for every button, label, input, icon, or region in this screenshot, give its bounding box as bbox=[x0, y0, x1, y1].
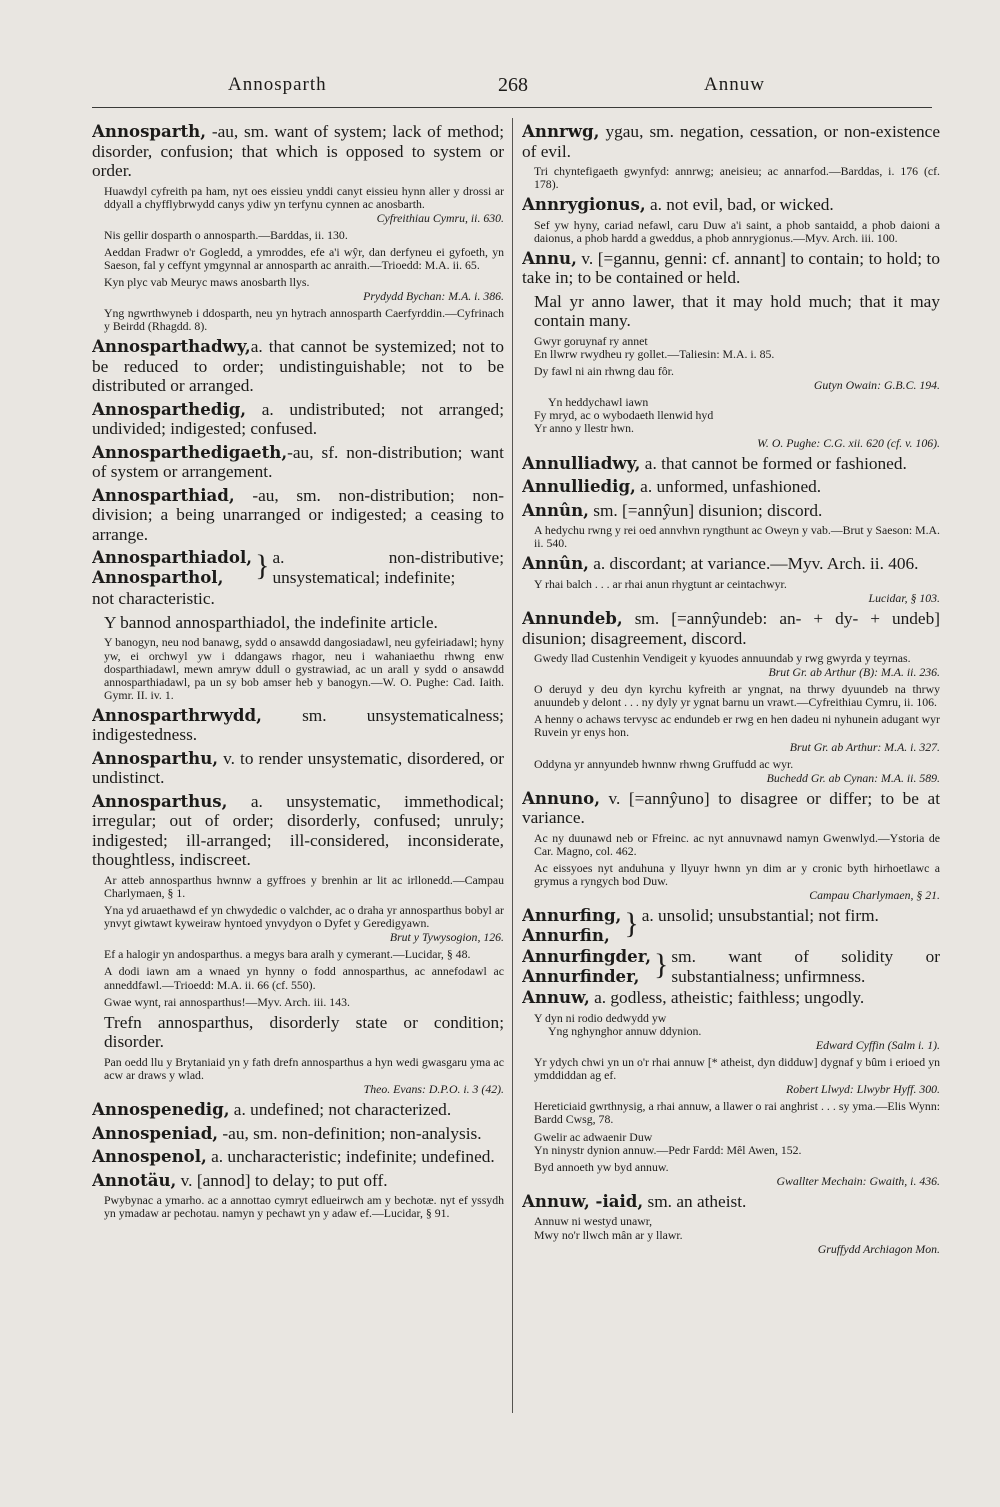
definition: a. unformed, unfashioned. bbox=[635, 477, 822, 497]
paired-entry bbox=[92, 548, 504, 587]
citation: Ef a halogir yn andosparthus. a megys bara aralh y cymerant.—Lucidar, § 48. bbox=[104, 947, 471, 962]
citation-source: Theo. Evans: D.P.O. i. 3 (42). bbox=[363, 1081, 504, 1096]
citation: Tri chyntefigaeth gwynfyd: annrwg; aneisieu; ac annarfod.—Barddas, i. 176 (cf. 178). bbox=[534, 164, 940, 192]
definition: a. undefined; not characterized. bbox=[229, 1100, 452, 1120]
definition: a. non-distributive; unsystematical; indefinite; bbox=[272, 548, 504, 587]
verse-citation bbox=[522, 1131, 940, 1157]
entry bbox=[92, 706, 504, 745]
headword: Annundeb, bbox=[522, 608, 623, 628]
citation: Pan oedd llu y Brytaniaid yn y fath drefn annosparthus a hyn wedi gwasgaru yma ac acw ar draws y wlad. bbox=[104, 1054, 504, 1082]
headword: Annosparthiadol, bbox=[92, 547, 253, 568]
citation-source: Brut y Tywysogion, 126. bbox=[389, 930, 504, 945]
citation-source: Campau Charlymaen, § 21. bbox=[809, 888, 940, 903]
entry bbox=[522, 454, 940, 474]
verse-citation bbox=[522, 396, 940, 435]
entry bbox=[522, 195, 940, 215]
citation: Ac eissyoes nyt anduhuna y llyuyr hwnn yn dim ar y cronic byth hirhoetlawc a grymus a ryngych bod Duw. bbox=[534, 861, 940, 889]
headword-pair bbox=[92, 548, 252, 587]
citation-source: Buchedd Gr. ab Cynan: M.A. ii. 589. bbox=[766, 770, 940, 785]
headword: Annospenol, bbox=[92, 1146, 207, 1167]
definition: a. unsolid; unsubstantial; not firm. bbox=[641, 906, 879, 926]
verse-line: Annuw ni westyd unawr, bbox=[534, 1214, 653, 1229]
phrase: Mal yr anno lawer, that it may hold much; that it may contain many. bbox=[534, 291, 940, 331]
definition: -au, sm. non-definition; non-analysis. bbox=[218, 1123, 482, 1143]
citation-source: Lucidar, § 103. bbox=[868, 590, 940, 605]
citation: O deruyd y deu dyn kyrchu kyfreith ar yngnat, na thrwy dyuundeb na thrwy anuundeb y delont . . . ny dyly yr ygnat barnu un vrawt.—Cyfreithiau Cymru, ii. 106. bbox=[534, 682, 940, 710]
verse-line: Fy mryd, ac o wybodaeth llenwid hyd bbox=[534, 408, 714, 423]
definition: -au, sf. non-distribution; want of system or arrangement. bbox=[92, 442, 504, 482]
headword: Annosparthus, bbox=[92, 790, 228, 811]
right-column bbox=[522, 122, 940, 1412]
citation: Y rhai balch . . . ar rhai anun rhygtunt ar ceintachwyr. bbox=[534, 576, 787, 591]
definition: a. uncharacteristic; indefinite; undefined. bbox=[206, 1147, 495, 1167]
definition: -au, sm. want of system; lack of method; disorder, confusion; that which is opposed to system or order. bbox=[92, 122, 504, 180]
entry bbox=[522, 988, 940, 1008]
running-head-right: Annuw bbox=[704, 74, 765, 95]
headword-pair bbox=[522, 947, 651, 986]
headword: Annosparthol, bbox=[92, 566, 224, 587]
citation: Pwybynac a ymarho. ac a annottao cymryt edlueirwch am y bechotæ. nyt ef yssydh yn ymadaw ar pechotau. namyn y pechawt yn y adaw ef.—Lucidar, § 91. bbox=[104, 1193, 504, 1221]
entry bbox=[522, 249, 940, 288]
citation-source: Edward Cyffin (Salm i. 1). bbox=[815, 1038, 940, 1052]
entry bbox=[92, 337, 504, 396]
definition: -au, sm. non-distribution; non-division; a being unarranged or indigested; a ceasing to arrange. bbox=[92, 485, 504, 544]
verse-line: Mwy no'r llwch mân ar y llawr. bbox=[534, 1227, 683, 1242]
brace: } bbox=[654, 948, 669, 982]
headword: Annosparthrwydd, bbox=[92, 704, 262, 725]
headword-pair bbox=[522, 906, 621, 945]
definition: v. [=annŷuno] to disagree or differ; to be at variance. bbox=[522, 788, 940, 828]
citation: Gwedy llad Custenhin Vendigeit y kyuodes annuundab y rwg gwyrda y teyrnas. bbox=[534, 651, 911, 665]
entry bbox=[522, 477, 940, 497]
headword: Annrwg, bbox=[522, 122, 600, 141]
citation: Ac ny duunawd neb or Ffreinc. ac nyt annuvnawd namyn Gwenwlyd.—Ystoria de Car. Magno, col. 462. bbox=[534, 830, 940, 858]
verse-line: En llwrw rwydheu ry gollet.—Taliesin: M.A. i. 85. bbox=[534, 346, 775, 361]
citation-source: W. O. Pughe: C.G. xii. 620 (cf. v. 106). bbox=[757, 435, 940, 450]
headword: Annuw, bbox=[522, 987, 590, 1008]
headword: Annosparthedig, bbox=[92, 398, 247, 419]
citation-source: Prydydd Bychan: M.A. i. 386. bbox=[363, 289, 504, 304]
entry bbox=[92, 400, 504, 439]
citation-source: Gwallter Mechain: Gwaith, i. 436. bbox=[776, 1173, 940, 1188]
citation: A hedychu rwng y rei oed annvhvn ryngthunt ac Oweyn y vab.—Brut y Saeson: M.A. ii. 540. bbox=[534, 523, 940, 551]
paired-entry bbox=[522, 906, 940, 945]
citation: A henny o achaws tervysc ac endundeb er rwg en hen dadeu ni nyhunein adugant wyr Ruvein yr enys hon. bbox=[534, 712, 940, 740]
citation: Oddyna yr annyundeb hwnnw rhwng Gruffudd ac wyr. bbox=[534, 756, 794, 771]
brace: } bbox=[624, 907, 639, 941]
citation: Dy fawl ni ain rhwng dau fôr. bbox=[534, 364, 674, 379]
headword: Annûn, bbox=[522, 553, 589, 574]
entry bbox=[92, 122, 504, 181]
phrase: Trefn annosparthus, disorderly state or condition; disorder. bbox=[104, 1012, 504, 1052]
entry bbox=[522, 789, 940, 828]
citation: Byd annoeth yw byd annuw. bbox=[534, 1159, 669, 1174]
column-divider bbox=[512, 118, 513, 1413]
definition-continuation: not characteristic. bbox=[92, 589, 215, 609]
definition: v. [annod] to delay; to put off. bbox=[176, 1170, 388, 1190]
headword: Annosparthu, bbox=[92, 747, 219, 768]
headword: Annrygionus, bbox=[522, 194, 646, 215]
entry bbox=[92, 1124, 504, 1144]
definition: a. that cannot be formed or fashioned. bbox=[640, 453, 907, 473]
headword: Annurfin, bbox=[522, 924, 610, 945]
entry bbox=[522, 122, 940, 161]
verse-citation bbox=[522, 1012, 940, 1038]
headword: Annurfinder, bbox=[522, 965, 640, 986]
headword: Annuno, bbox=[522, 787, 600, 808]
definition: a. godless, atheistic; faithless; ungodly. bbox=[589, 988, 865, 1008]
definition: sm. [=annŷundeb: an- + dy- + undeb] disunion; disagreement, discord. bbox=[522, 609, 940, 648]
entry bbox=[522, 554, 940, 574]
citation: Yr ydych chwi yn un o'r rhai annuw [* atheist, dyn didduw] dygnaf y bûm i erioed yn ymddiddan ag ef. bbox=[534, 1055, 940, 1083]
verse-line: Gwyr goruynaf ry annet bbox=[534, 333, 648, 348]
headword: Annospenedig, bbox=[92, 1099, 230, 1120]
citation: Aeddan Fradwr o'r Gogledd, a ymroddes, efe a'i wŷr, dan derfyneu ei gyfoeth, yn Saeson, fal y ceffynt ymgynnal ar annosparth ac anraith.—Trioedd: M.A. ii. 65. bbox=[104, 244, 504, 272]
citation: A dodi iawn am a wnaed yn hynny o fodd annosparthus, ac annefodawl ac anneddfawl.—Trioedd: M.A. ii. 66 (cf. 550). bbox=[104, 964, 504, 992]
citation-source: Gutyn Owain: G.B.C. 194. bbox=[813, 378, 940, 393]
citation-source: Gruffydd Archiagon Mon. bbox=[817, 1241, 940, 1256]
verse-line: Gwelir ac adwaenir Duw bbox=[534, 1129, 653, 1144]
citation: Sef yw hyny, cariad nefawl, caru Duw a'i saint, a phob santaidd, a phob daioni a daionus, a phob hardd a gweddus, a phob annrygionus.—Myv. Arch. iii. 100. bbox=[534, 217, 940, 245]
citation-source: Cyfreithiau Cymru, ii. 630. bbox=[376, 210, 504, 225]
definition: ygau, sm. negation, cessation, or non-existence of evil. bbox=[522, 122, 940, 161]
headword: Annospeniad, bbox=[92, 1122, 219, 1143]
headword: Annu, bbox=[522, 247, 577, 268]
entry bbox=[92, 443, 504, 482]
citation-source: Brut Gr. ab Arthur (B): M.A. ii. 236. bbox=[768, 665, 940, 680]
verse-line: Yr anno y llestr hwn. bbox=[534, 421, 634, 436]
paired-entry bbox=[522, 947, 940, 986]
headword: Annuw, -iaid, bbox=[522, 1190, 644, 1211]
entry bbox=[92, 1100, 504, 1120]
definition: sm. unsystematicalness; indigestedness. bbox=[92, 705, 504, 745]
left-column bbox=[92, 122, 504, 1410]
entry bbox=[92, 486, 504, 545]
entry bbox=[522, 609, 940, 648]
citation: Huawdyl cyfreith pa ham, nyt oes eissieu ynddi canyt eissieu hynn aller y drossi ar ddyall a chyfflybrwydd canys ydiw yn terfynu cynnen ac anosbarth. bbox=[104, 183, 504, 211]
entry bbox=[92, 1147, 504, 1167]
phrase: Y bannod annosparthiadol, the indefinite article. bbox=[104, 612, 438, 632]
citation: Kyn plyc vab Meuryc maws anosbarth llys. bbox=[104, 275, 310, 290]
definition: a. unsystematic, immethodical; irregular; out of order; disorderly, confused; unruly; indigested; ill-arranged; ill-considered, inconsiderate, thoughtless, indiscreet. bbox=[92, 791, 504, 870]
entry bbox=[522, 1192, 940, 1212]
verse-citation bbox=[522, 1215, 940, 1241]
entry bbox=[92, 792, 504, 870]
definition: sm. [=annŷun] disunion; discord. bbox=[588, 500, 823, 520]
citation: Ar atteb annosparthus hwnnw a gyffroes y brenhin ar lit ac irllonedd.—Campau Charlymaen, § 1. bbox=[104, 872, 504, 900]
header-rule bbox=[92, 107, 932, 108]
headword: Annotäu, bbox=[92, 1169, 177, 1190]
verse-line: Yng nghynghor annuw ddynion. bbox=[548, 1023, 702, 1038]
citation: Yna yd aruaethawd ef yn chwydedic o valchder, ac o draha yr annosparthus bobyl ar ynvyt giwtawt kyweiraw hyntoed ynvydyon o Dyfet y Geredigyawn. bbox=[104, 903, 504, 931]
citation: Y banogyn, neu nod banawg, sydd o ansawdd dangosiadawl, neu gyfeiriadawl; hyny yw, ei orchwyl yw i ddangaws rhagor, neu i wahaniaethu rhwng enw dosparthiadawl, mewn amryw ddull o gystrawiad, ac un arall y sydd o ansawdd annosparthiadawl, pa un sy bob amser heb y banogyn.—W. O. Pughe: Cad. Iaith. Gymr. II. iv. 1. bbox=[104, 635, 504, 702]
headword: Annurfing, bbox=[522, 905, 622, 926]
headword: Annosparthadwy, bbox=[92, 336, 251, 357]
definition: sm. want of solidity or substantialness; unfirmness. bbox=[671, 947, 940, 986]
headword: Annosparth, bbox=[92, 122, 207, 141]
verse-line: Yn heddychawl iawn bbox=[548, 395, 649, 410]
brace: } bbox=[255, 549, 270, 583]
running-head-left: Annosparth bbox=[228, 74, 327, 95]
entry bbox=[522, 501, 940, 521]
citation: Gwae wynt, rai annosparthus!—Myv. Arch. iii. 143. bbox=[104, 994, 350, 1009]
definition: a. that cannot be systemized; not to be reduced to order; undistinguishable; not to be distributed or arranged. bbox=[92, 337, 504, 396]
definition: a. discordant; at variance.—Myv. Arch. ii. 406. bbox=[588, 554, 919, 574]
citation: Hereticiaid gwrthnysig, a rhai annuw, a llawer o rai anghrist . . . sy yma.—Elis Wynn: Bardd Cwsg, 78. bbox=[534, 1099, 940, 1127]
headword: Annulliedig, bbox=[522, 476, 636, 497]
citation-source: Robert Llwyd: Llwybr Hyff. 300. bbox=[785, 1082, 940, 1097]
entry bbox=[92, 1171, 504, 1191]
headword: Annûn, bbox=[522, 499, 589, 520]
page-number: 268 bbox=[498, 74, 528, 96]
verse-line: Y dyn ni rodio dedwydd yw bbox=[534, 1010, 667, 1025]
citation-source: Brut Gr. ab Arthur: M.A. i. 327. bbox=[789, 739, 940, 754]
headword: Annosparthedigaeth, bbox=[92, 441, 288, 462]
definition: v. to render unsystematic, disordered, or undistinct. bbox=[92, 748, 504, 788]
verse-citation bbox=[522, 335, 940, 361]
definition: sm. an atheist. bbox=[643, 1191, 747, 1211]
citation: Yng ngwrthwyneb i ddosparth, neu yn hytrach annosparth Caerfyrddin.—Cyfrinach y Beirdd (Rhagdd. 8). bbox=[104, 306, 504, 334]
headword: Annurfingder, bbox=[522, 946, 652, 967]
definition: v. [=gannu, genni: cf. annant] to contain; to hold; to take in; to be contained or held. bbox=[522, 248, 940, 288]
headword: Annosparthiad, bbox=[92, 484, 235, 505]
verse-line: Yn ninystr dynion annuw.—Pedr Fardd: Mêl Awen, 152. bbox=[534, 1142, 802, 1157]
definition: a. undistributed; not arranged; undivided; indigested; confused. bbox=[92, 399, 504, 439]
headword: Annulliadwy, bbox=[522, 452, 641, 473]
entry bbox=[92, 749, 504, 788]
citation: Nis gellir dosparth o annosparth.—Barddas, ii. 130. bbox=[104, 227, 348, 242]
definition: a. not evil, bad, or wicked. bbox=[645, 195, 834, 215]
